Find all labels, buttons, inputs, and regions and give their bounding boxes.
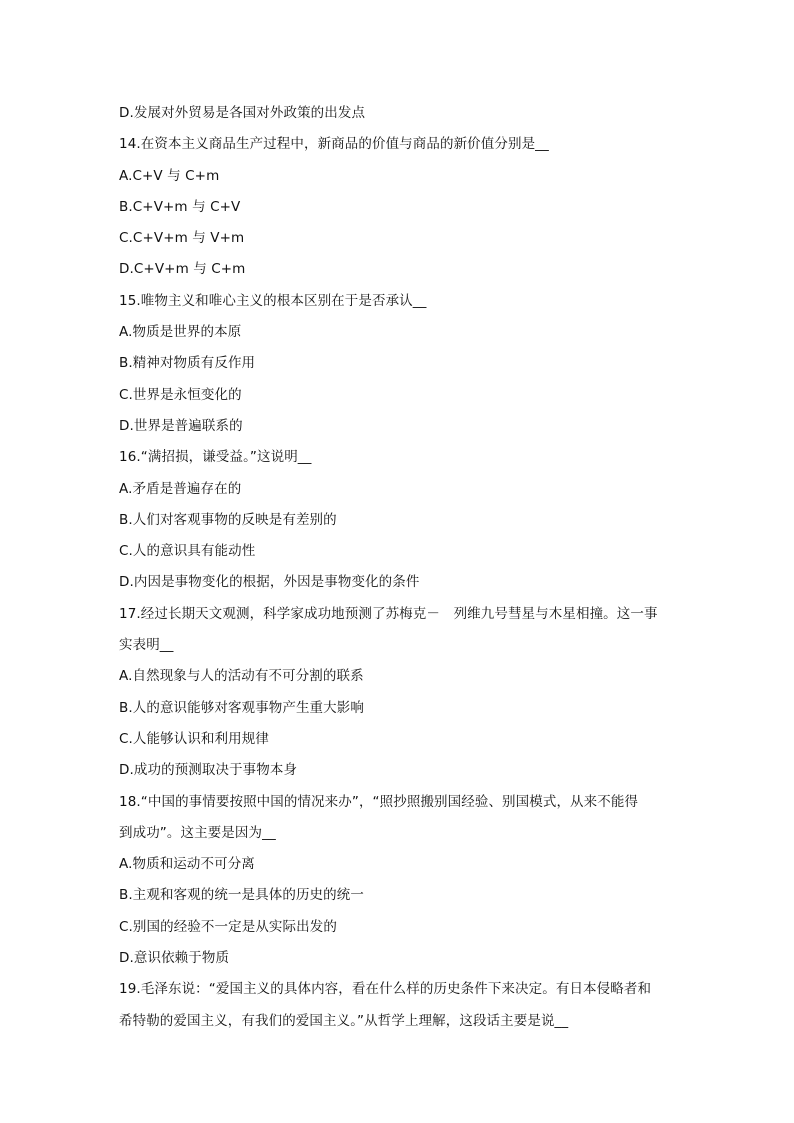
q15-option-a: A.物质是世界的本原 xyxy=(119,324,242,341)
q14-option-c: C.C+V+m 与 V+m xyxy=(119,230,245,247)
q14-option-d: D.C+V+m 与 C+m xyxy=(119,261,246,278)
q19-stem-continued: 希特勒的爱国主义，有我们的爱国主义。”从哲学上理解，这段话主要是说__ xyxy=(119,1012,569,1029)
q13-option-d: D.发展对外贸易是各国对外政策的出发点 xyxy=(119,105,366,121)
q16-option-b: B.人们对客观事物的反映是有差别的 xyxy=(119,511,337,528)
q16-option-c: C.人的意识具有能动性 xyxy=(119,543,256,560)
q14-option-a: A.C+V 与 C+m xyxy=(119,167,220,184)
q16-option-d: D.内因是事物变化的根据，外因是事物变化的条件 xyxy=(119,574,420,591)
q14-option-b: B.C+V+m 与 C+V xyxy=(119,198,241,215)
q17-option-c: C.人能够认识和利用规律 xyxy=(119,730,269,747)
q17-stem-continued: 实表明__ xyxy=(119,637,174,654)
q18-stem: 18.“中国的事情要按照中国的情况来办”，“照抄照搬别国经验、别国模式，从来不能得 xyxy=(119,793,639,810)
q18-option-c: C.别国的经验不一定是从实际出发的 xyxy=(119,918,337,935)
q15-stem: 15.唯物主义和唯心主义的根本区别在于是否承认__ xyxy=(119,292,427,309)
q17-option-b: B.人的意识能够对客观事物产生重大影响 xyxy=(119,699,364,716)
q16-stem: 16.“满招损，谦受益。”这说明__ xyxy=(119,449,312,466)
q15-option-c: C.世界是永恒变化的 xyxy=(119,386,242,403)
q19-stem: 19.毛泽东说：“爱国主义的具体内容，看在什么样的历史条件下来决定。有日本侵略者和 xyxy=(119,981,652,998)
q17-option-a: A.自然现象与人的活动有不可分割的联系 xyxy=(119,668,364,685)
exam-questions xyxy=(119,98,679,1037)
q18-option-b: B.主观和客观的统一是具体的历史的统一 xyxy=(119,887,364,904)
q17-stem: 17.经过长期天文观测，科学家成功地预测了苏梅克－ 列维九号彗星与木星相撞。这一事 xyxy=(119,605,658,622)
q15-option-d: D.世界是普遍联系的 xyxy=(119,417,243,434)
q16-option-a: A.矛盾是普遍存在的 xyxy=(119,480,242,497)
q15-option-b: B.精神对物质有反作用 xyxy=(119,355,256,372)
q14-stem: 14.在资本主义商品生产过程中，新商品的价值与商品的新价值分别是__ xyxy=(119,136,549,153)
q18-option-a: A.物质和运动不可分离 xyxy=(119,856,255,873)
q17-option-d: D.成功的预测取决于事物本身 xyxy=(119,762,298,779)
q18-option-d: D.意识依赖于物质 xyxy=(119,950,230,967)
q18-stem-continued: 到成功”。这主要是因为__ xyxy=(119,824,276,841)
